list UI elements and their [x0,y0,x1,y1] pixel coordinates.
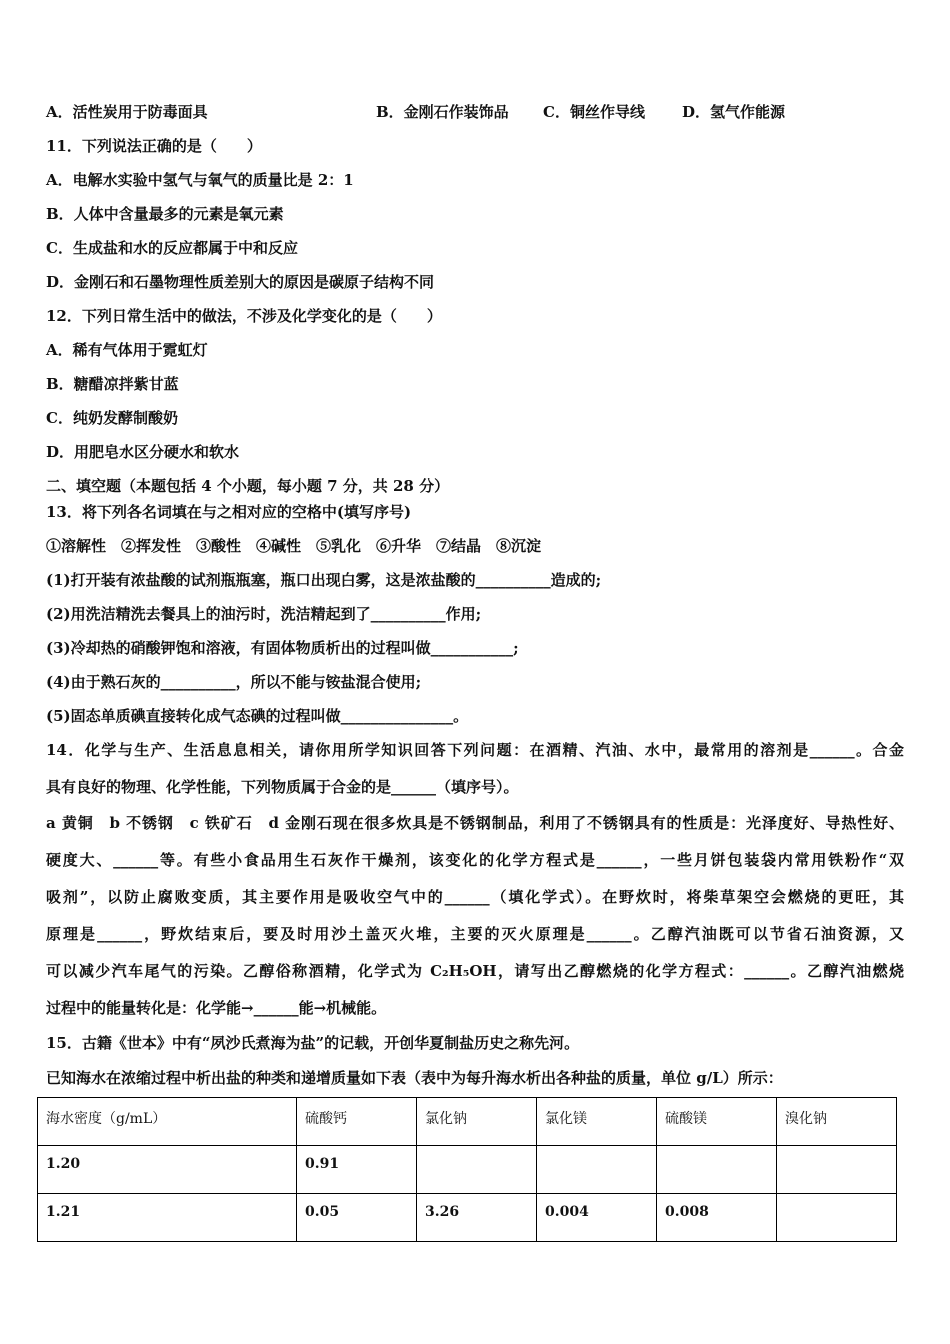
q14-line-2: 具有良好的物理、化学性能，下列物质属于合金的是______（填序号）。 [46,778,519,796]
q10-option-b: B．金刚石作装饰品 [376,103,509,121]
table-cell: 0.004 [537,1194,657,1242]
table-row [38,1194,897,1242]
table-cell [657,1146,777,1194]
q12-stem: 12．下列日常生活中的做法，不涉及化学变化的是（ ） [46,307,442,325]
q13-part-4: (4)由于熟石灰的__________，所以不能与铵盐混合使用; [46,673,422,691]
table-header-cell: 氯化钠 [417,1098,537,1146]
q10-option-a: A．活性炭用于防毒面具 [46,103,208,121]
q14-line-4: 硬度大、______等。有些小食品用生石灰作干燥剂，该变化的化学方程式是______，一些月饼包装袋内常用铁粉作“双 [46,851,904,869]
table-header-cell: 溴化钠 [777,1098,897,1146]
q13-terms: ①溶解性 ②挥发性 ③酸性 ④碱性 ⑤乳化 ⑥升华 ⑦结晶 ⑧沉淀 [46,537,542,555]
q10-option-c: C．铜丝作导线 [543,103,645,121]
q11-option-b: B．人体中含量最多的元素是氧元素 [46,205,284,223]
q12-option-a: A．稀有气体用于霓虹灯 [46,341,208,359]
q15-line-1: 15．古籍《世本》中有“夙沙氏煮海为盐”的记载，开创华夏制盐历史之称先河。 [46,1034,580,1052]
table-cell [777,1194,897,1242]
table-cell: 0.008 [657,1194,777,1242]
table-header-cell: 氯化镁 [537,1098,657,1146]
q11-stem: 11．下列说法正确的是（ ） [46,137,262,155]
q10-option-d: D．氢气作能源 [682,103,786,121]
q14-line-6: 原理是______，野炊结束后，要及时用沙土盖灭火堆，主要的灭火原理是______。乙醇汽油既可以节省石油资源，又 [46,925,904,943]
table-cell [417,1146,537,1194]
table-header-cell: 海水密度（g/mL） [38,1098,297,1146]
q14-line-7: 可以减少汽车尾气的污染。乙醇俗称酒精，化学式为 C₂H₅OH，请写出乙醇燃烧的化学方程式：______。乙醇汽油燃烧 [46,962,904,980]
q11-option-c: C．生成盐和水的反应都属于中和反应 [46,239,298,257]
q12-option-b: B．糖醋凉拌紫甘蓝 [46,375,179,393]
q14-line-3: a 黄铜 b 不锈钢 c 铁矿石 d 金刚石现在很多炊具是不锈钢制品，利用了不锈钢具有的性质是：光泽度好、导热性好、 [46,814,904,832]
table-cell: 0.91 [297,1146,417,1194]
table-header-cell: 硫酸钙 [297,1098,417,1146]
table-cell [777,1146,897,1194]
table-cell: 3.26 [417,1194,537,1242]
table-row [38,1146,897,1194]
q13-part-1: (1)打开装有浓盐酸的试剂瓶瓶塞，瓶口出现白雾，这是浓盐酸的__________造成的; [46,571,602,589]
table-header-row [38,1098,897,1146]
q13-part-3: (3)冷却热的硝酸钾饱和溶液，有固体物质析出的过程叫做___________; [46,639,519,657]
salt-table [37,1097,897,1242]
q11-option-d: D．金刚石和石墨物理性质差别大的原因是碳原子结构不同 [46,273,435,291]
table-cell: 1.21 [38,1194,297,1242]
q14-line-8: 过程中的能量转化是：化学能→______能→机械能。 [46,999,387,1017]
table-cell [537,1146,657,1194]
q13-part-2: (2)用洗洁精洗去餐具上的油污时，洗洁精起到了__________作用; [46,605,482,623]
q12-option-c: C．纯奶发酵制酸奶 [46,409,178,427]
table-cell: 1.20 [38,1146,297,1194]
section-heading: 二、填空题（本题包括 4 个小题，每小题 7 分，共 28 分） [46,477,450,495]
table-header-cell: 硫酸镁 [657,1098,777,1146]
q13-part-5: (5)固态单质碘直接转化成气态碘的过程叫做_______________。 [46,707,469,725]
q11-option-a: A．电解水实验中氢气与氧气的质量比是 2：1 [46,171,354,189]
q14-line-5: 吸剂”，以防止腐败变质，其主要作用是吸收空气中的______（填化学式）。在野炊时，将柴草架空会燃烧的更旺，其 [46,888,904,906]
q14-line-1: 14．化学与生产、生活息息相关，请你用所学知识回答下列问题：在酒精、汽油、水中，最常用的溶剂是______。合金 [46,741,904,759]
table-cell: 0.05 [297,1194,417,1242]
q13-stem: 13．将下列各名词填在与之相对应的空格中(填写序号) [46,503,412,521]
q15-line-2: 已知海水在浓缩过程中析出盐的种类和递增质量如下表（表中为每升海水析出各种盐的质量，单位 g/L）所示： [46,1069,783,1087]
q12-option-d: D．用肥皂水区分硬水和软水 [46,443,240,461]
